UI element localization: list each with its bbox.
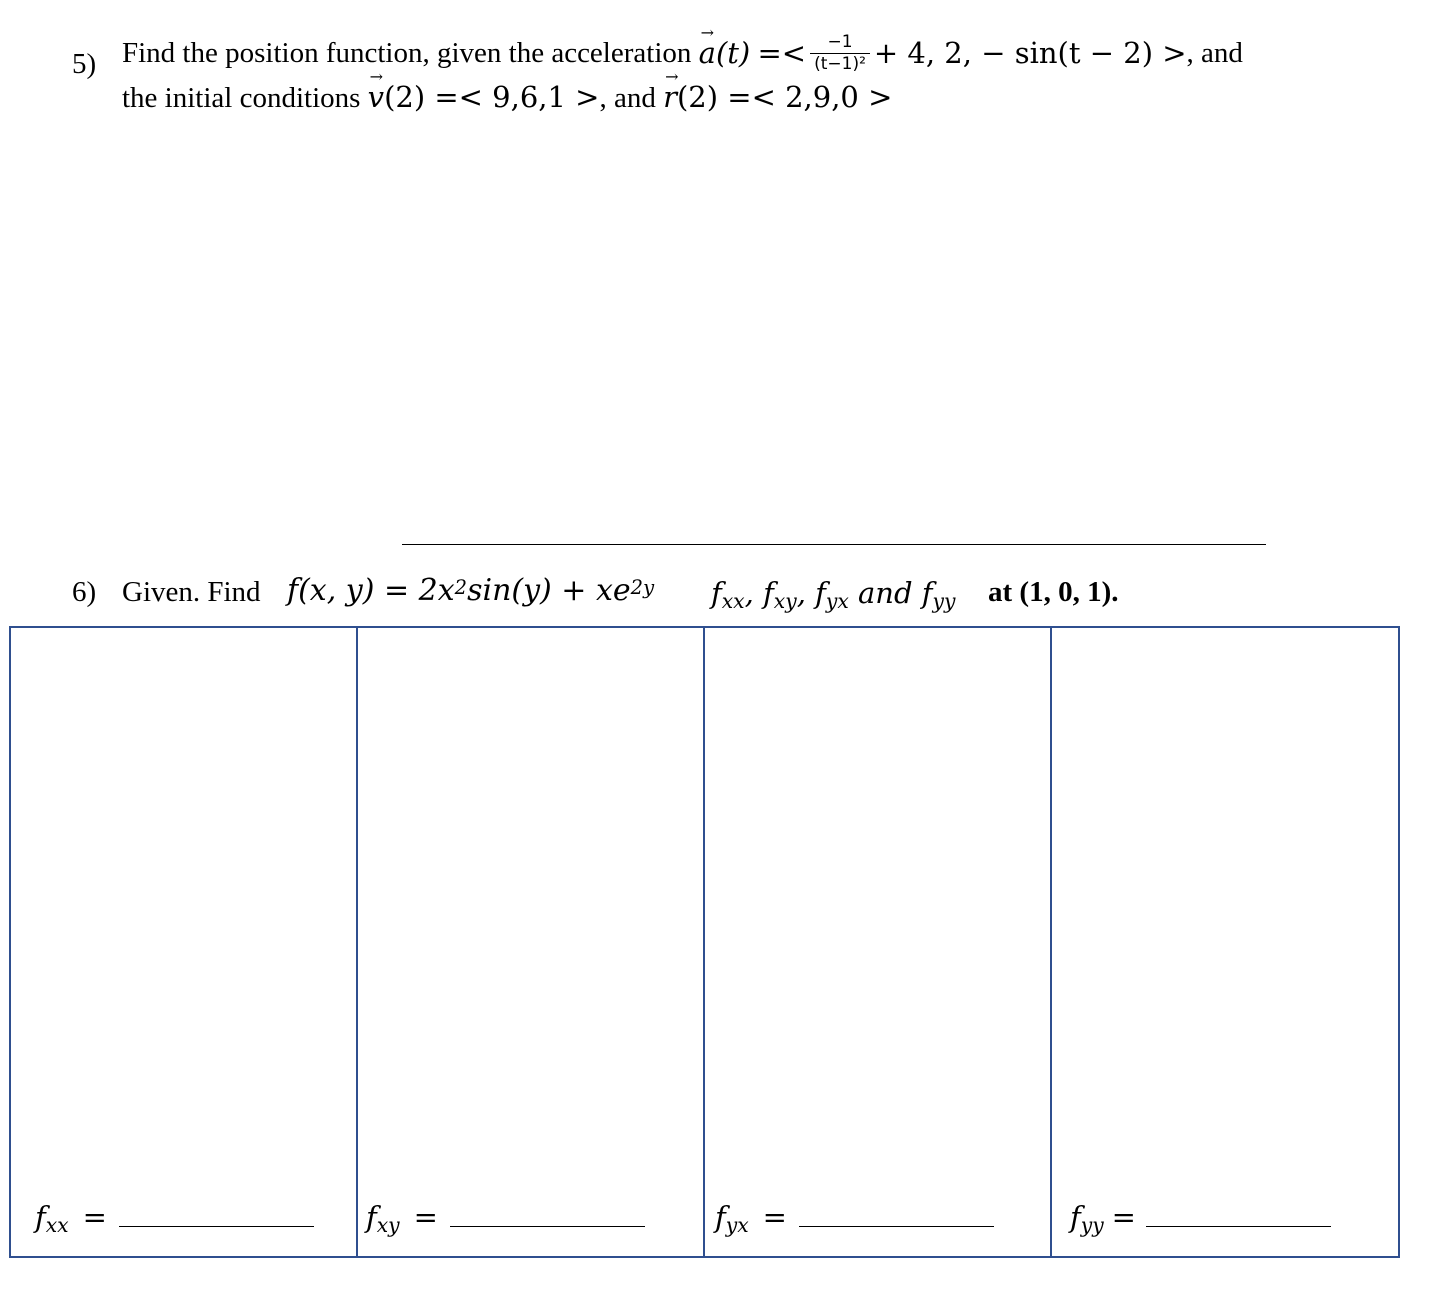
initial-conditions-text: the initial conditions (122, 82, 361, 114)
function-middle: sin(y) + xe (467, 573, 631, 608)
velocity-vector-symbol: → v (368, 80, 384, 114)
answer-blank-fxx[interactable] (119, 1225, 314, 1227)
answer-label-fyx (715, 1200, 994, 1238)
problem-5-and-text: , and (1186, 36, 1243, 69)
problem-5-statement-line1 (122, 28, 1243, 78)
answer-cell-fxx[interactable] (11, 628, 358, 1256)
acceleration-argument: (t) (715, 36, 751, 70)
answer-subscript: yx (725, 1213, 749, 1238)
problem-5-number: 5) (72, 48, 97, 80)
evaluation-point: at (1, 0, 1). (988, 576, 1119, 608)
answer-cell-fxy[interactable] (358, 628, 705, 1256)
answer-f: f (715, 1200, 726, 1234)
answer-equals: = (82, 1200, 107, 1234)
partial-sub-1: xx (721, 589, 745, 614)
partial-sub-4: yy (932, 589, 956, 614)
answer-blank-fyx[interactable] (799, 1225, 994, 1227)
open-bracket: =< (757, 36, 807, 70)
position-vector-symbol: → r (663, 80, 677, 114)
function-exponent-2: 2y (630, 576, 655, 600)
answer-equals: = (413, 1200, 438, 1234)
partial-and: and (848, 576, 922, 610)
answer-f: f (1070, 1200, 1081, 1234)
function-exponent-1: 2 (454, 576, 468, 600)
velocity-condition: (2) =< 9,6,1 > (384, 80, 600, 114)
fraction-denominator: (t−1)² (810, 53, 870, 74)
partial-sep-2: , (796, 576, 816, 610)
answer-f: f (366, 1200, 377, 1234)
answer-equals: = (1111, 1200, 1136, 1234)
answer-cell-fyx[interactable] (705, 628, 1052, 1256)
answer-blank-fyy[interactable] (1146, 1225, 1331, 1227)
answer-f: f (35, 1200, 46, 1234)
problem-6-function (287, 573, 654, 608)
problem-6-intro-text: Given. Find (122, 576, 261, 608)
function-lhs: f(x, y) = 2x (287, 573, 455, 608)
answer-equals: = (762, 1200, 787, 1234)
problem-6-number: 6) (72, 576, 97, 608)
section-divider (402, 544, 1266, 545)
problem-5-intro-text: Find the position function, given the acceleration (122, 36, 692, 69)
answer-blank-fxy[interactable] (450, 1225, 645, 1227)
acceleration-vector-symbol: → a (699, 36, 716, 70)
answer-subscript: yy (1080, 1213, 1104, 1238)
partial-f-4: f (921, 576, 933, 610)
partial-f-1: f (711, 576, 722, 610)
partial-f-2: f (763, 576, 774, 610)
acceleration-components: + 4, 2, − sin(t − 2) > (873, 36, 1187, 70)
fraction-numerator: −1 (827, 31, 853, 52)
partial-f-3: f (815, 576, 826, 610)
answer-label-fyy (1070, 1200, 1331, 1238)
partial-sub-2: xy (773, 589, 797, 614)
partial-sep-1: , (744, 576, 764, 610)
problem-6-partials-list (711, 576, 956, 614)
answer-label-fxy (366, 1200, 645, 1238)
position-condition: (2) =< 2,9,0 > (676, 80, 893, 114)
answer-cell-fyy[interactable] (1052, 628, 1399, 1256)
conditions-and-text: , and (599, 82, 656, 114)
problem-5-statement-line2 (122, 80, 892, 115)
answer-subscript: xy (376, 1213, 400, 1238)
acceleration-fraction (810, 33, 870, 74)
answer-table (9, 626, 1400, 1258)
answer-subscript: xx (45, 1213, 69, 1238)
answer-label-fxx (35, 1200, 314, 1238)
partial-sub-3: yx (825, 589, 849, 614)
